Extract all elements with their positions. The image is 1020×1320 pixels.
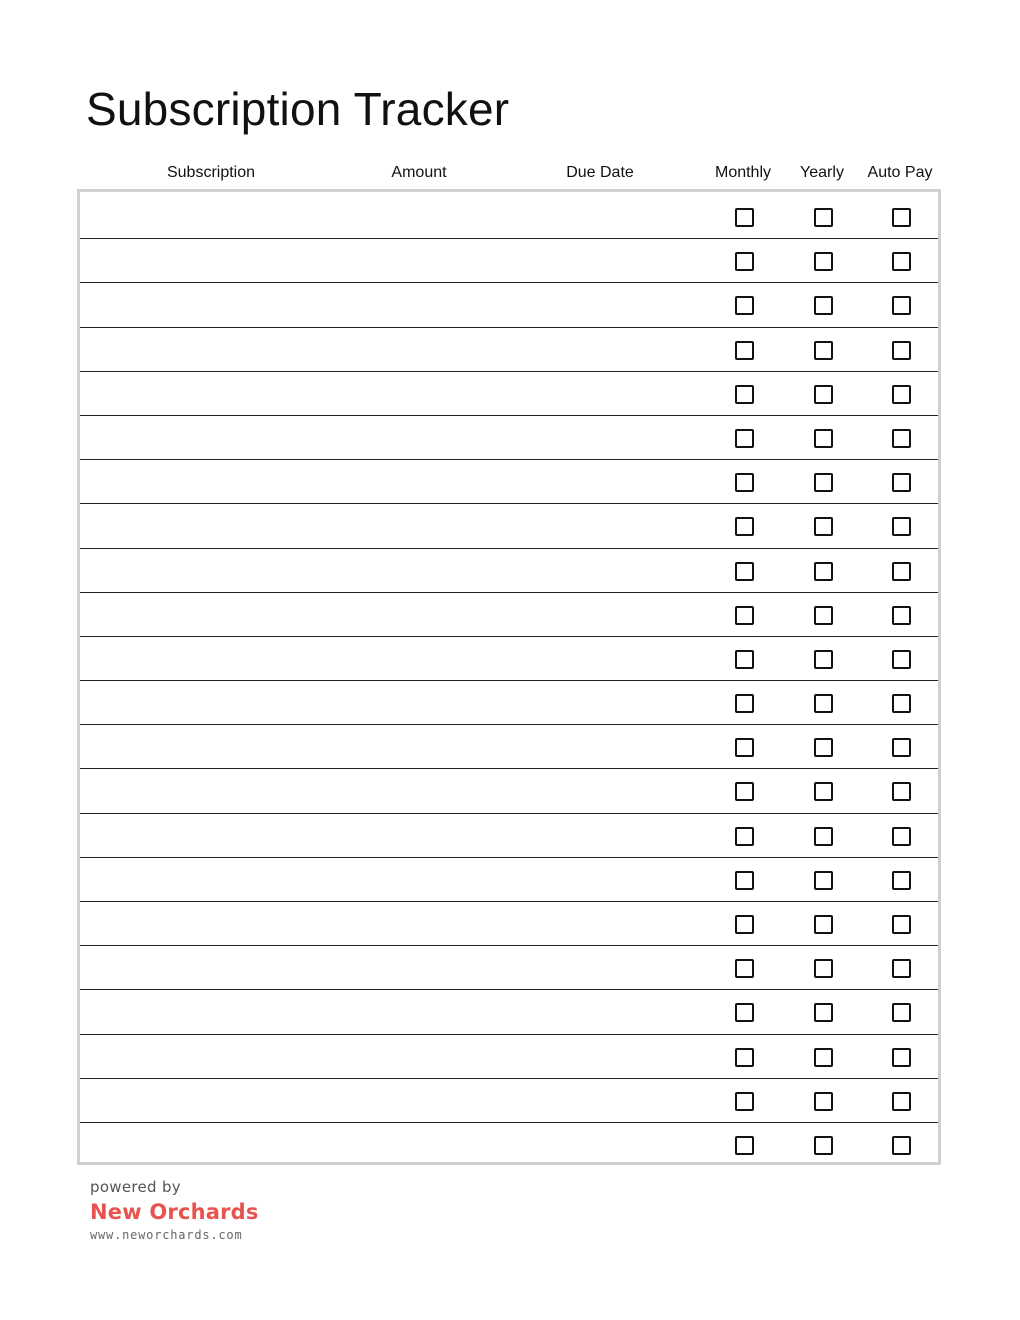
table-row [80,549,938,593]
subscription-cell[interactable] [88,1135,348,1155]
subscription-cell[interactable] [88,958,348,978]
amount-cell[interactable] [360,295,520,315]
yearly-checkbox[interactable] [814,252,833,271]
column-header-yearly: Yearly [800,164,844,181]
column-header-auto-pay: Auto Pay [867,164,933,181]
column-header-amount: Amount [391,164,447,181]
amount-cell[interactable] [360,605,520,625]
yearly-checkbox[interactable] [814,429,833,448]
amount-cell[interactable] [360,1002,520,1022]
auto-pay-checkbox[interactable] [892,473,911,492]
monthly-checkbox[interactable] [735,341,754,360]
yearly-checkbox[interactable] [814,871,833,890]
yearly-checkbox[interactable] [814,694,833,713]
footer [90,1178,259,1242]
subscription-cell[interactable] [88,693,348,713]
monthly-checkbox[interactable] [735,1048,754,1067]
table-row [80,504,938,548]
amount-cell[interactable] [360,384,520,404]
table-row [80,681,938,725]
yearly-checkbox[interactable] [814,782,833,801]
subscription-cell[interactable] [88,826,348,846]
column-header-monthly: Monthly [714,164,772,181]
due-date-cell[interactable] [540,1002,700,1022]
amount-cell[interactable] [360,870,520,890]
due-date-cell[interactable] [540,561,700,581]
due-date-cell[interactable] [540,207,700,227]
subscription-cell[interactable] [88,295,348,315]
amount-cell[interactable] [360,472,520,492]
powered-by-label: powered by [90,1178,181,1196]
auto-pay-checkbox[interactable] [892,1048,911,1067]
tracker-table [77,189,941,1165]
due-date-cell[interactable] [540,295,700,315]
yearly-checkbox[interactable] [814,1092,833,1111]
due-date-cell[interactable] [540,826,700,846]
due-date-cell[interactable] [540,1091,700,1111]
subscription-cell[interactable] [88,1002,348,1022]
yearly-checkbox[interactable] [814,959,833,978]
auto-pay-checkbox[interactable] [892,738,911,757]
auto-pay-checkbox[interactable] [892,385,911,404]
table-row [80,725,938,769]
monthly-checkbox[interactable] [735,1092,754,1111]
subscription-cell[interactable] [88,737,348,757]
table-row [80,460,938,504]
amount-cell[interactable] [360,781,520,801]
table-row [80,1035,938,1079]
monthly-checkbox[interactable] [735,517,754,536]
monthly-checkbox[interactable] [735,208,754,227]
auto-pay-checkbox[interactable] [892,959,911,978]
yearly-checkbox[interactable] [814,738,833,757]
subscription-cell[interactable] [88,649,348,669]
amount-cell[interactable] [360,649,520,669]
monthly-checkbox[interactable] [735,738,754,757]
monthly-checkbox[interactable] [735,606,754,625]
table-row [80,239,938,283]
auto-pay-checkbox[interactable] [892,562,911,581]
brand-logo: New Orchards [90,1200,259,1224]
yearly-checkbox[interactable] [814,385,833,404]
due-date-cell[interactable] [540,428,700,448]
due-date-cell[interactable] [540,605,700,625]
monthly-checkbox[interactable] [735,296,754,315]
brand-url: www.neworchards.com [90,1228,243,1242]
monthly-checkbox[interactable] [735,827,754,846]
monthly-checkbox[interactable] [735,915,754,934]
monthly-checkbox[interactable] [735,959,754,978]
table-row [80,372,938,416]
amount-cell[interactable] [360,207,520,227]
monthly-checkbox[interactable] [735,694,754,713]
auto-pay-checkbox[interactable] [892,694,911,713]
table-row [80,328,938,372]
auto-pay-checkbox[interactable] [892,650,911,669]
due-date-cell[interactable] [540,472,700,492]
amount-cell[interactable] [360,914,520,934]
column-header-subscription: Subscription [166,164,256,181]
monthly-checkbox[interactable] [735,1136,754,1155]
subscription-cell[interactable] [88,251,348,271]
yearly-checkbox[interactable] [814,1136,833,1155]
yearly-checkbox[interactable] [814,1003,833,1022]
auto-pay-checkbox[interactable] [892,606,911,625]
auto-pay-checkbox[interactable] [892,871,911,890]
table-row [80,637,938,681]
auto-pay-checkbox[interactable] [892,517,911,536]
auto-pay-checkbox[interactable] [892,1136,911,1155]
due-date-cell[interactable] [540,340,700,360]
due-date-cell[interactable] [540,958,700,978]
auto-pay-checkbox[interactable] [892,296,911,315]
table-row [80,416,938,460]
amount-cell[interactable] [360,1091,520,1111]
table-row [80,769,938,813]
amount-cell[interactable] [360,737,520,757]
due-date-cell[interactable] [540,693,700,713]
amount-cell[interactable] [360,251,520,271]
auto-pay-checkbox[interactable] [892,782,911,801]
table-row [80,946,938,990]
due-date-cell[interactable] [540,251,700,271]
column-header-due-date: Due Date [566,164,634,181]
yearly-checkbox[interactable] [814,208,833,227]
monthly-checkbox[interactable] [735,252,754,271]
amount-cell[interactable] [360,1135,520,1155]
monthly-checkbox[interactable] [735,871,754,890]
monthly-checkbox[interactable] [735,562,754,581]
due-date-cell[interactable] [540,649,700,669]
subscription-cell[interactable] [88,384,348,404]
auto-pay-checkbox[interactable] [892,429,911,448]
subscription-cell[interactable] [88,207,348,227]
yearly-checkbox[interactable] [814,827,833,846]
yearly-checkbox[interactable] [814,341,833,360]
subscription-cell[interactable] [88,1091,348,1111]
due-date-cell[interactable] [540,737,700,757]
amount-cell[interactable] [360,826,520,846]
due-date-cell[interactable] [540,870,700,890]
auto-pay-checkbox[interactable] [892,1092,911,1111]
monthly-checkbox[interactable] [735,429,754,448]
auto-pay-checkbox[interactable] [892,341,911,360]
yearly-checkbox[interactable] [814,517,833,536]
amount-cell[interactable] [360,340,520,360]
amount-cell[interactable] [360,693,520,713]
yearly-checkbox[interactable] [814,296,833,315]
amount-cell[interactable] [360,516,520,536]
subscription-cell[interactable] [88,428,348,448]
table-row [80,1123,938,1167]
subscription-cell[interactable] [88,561,348,581]
amount-cell[interactable] [360,958,520,978]
table-body [80,195,938,1167]
monthly-checkbox[interactable] [735,1003,754,1022]
table-row [80,902,938,946]
auto-pay-checkbox[interactable] [892,208,911,227]
yearly-checkbox[interactable] [814,1048,833,1067]
table-row [80,990,938,1034]
subscription-cell[interactable] [88,516,348,536]
due-date-cell[interactable] [540,1135,700,1155]
table-row [80,1079,938,1123]
subscription-cell[interactable] [88,781,348,801]
monthly-checkbox[interactable] [735,473,754,492]
subscription-cell[interactable] [88,1047,348,1067]
due-date-cell[interactable] [540,516,700,536]
yearly-checkbox[interactable] [814,606,833,625]
table-row [80,814,938,858]
page-title: Subscription Tracker [86,83,510,135]
yearly-checkbox[interactable] [814,562,833,581]
amount-cell[interactable] [360,1047,520,1067]
table-row [80,593,938,637]
due-date-cell[interactable] [540,1047,700,1067]
subscription-cell[interactable] [88,340,348,360]
auto-pay-checkbox[interactable] [892,827,911,846]
due-date-cell[interactable] [540,914,700,934]
subscription-cell[interactable] [88,914,348,934]
auto-pay-checkbox[interactable] [892,1003,911,1022]
amount-cell[interactable] [360,428,520,448]
subscription-cell[interactable] [88,870,348,890]
yearly-checkbox[interactable] [814,915,833,934]
subscription-cell[interactable] [88,605,348,625]
due-date-cell[interactable] [540,781,700,801]
monthly-checkbox[interactable] [735,385,754,404]
due-date-cell[interactable] [540,384,700,404]
monthly-checkbox[interactable] [735,782,754,801]
auto-pay-checkbox[interactable] [892,252,911,271]
table-row [80,858,938,902]
table-row [80,195,938,239]
yearly-checkbox[interactable] [814,650,833,669]
monthly-checkbox[interactable] [735,650,754,669]
yearly-checkbox[interactable] [814,473,833,492]
auto-pay-checkbox[interactable] [892,915,911,934]
table-row [80,283,938,327]
subscription-cell[interactable] [88,472,348,492]
amount-cell[interactable] [360,561,520,581]
